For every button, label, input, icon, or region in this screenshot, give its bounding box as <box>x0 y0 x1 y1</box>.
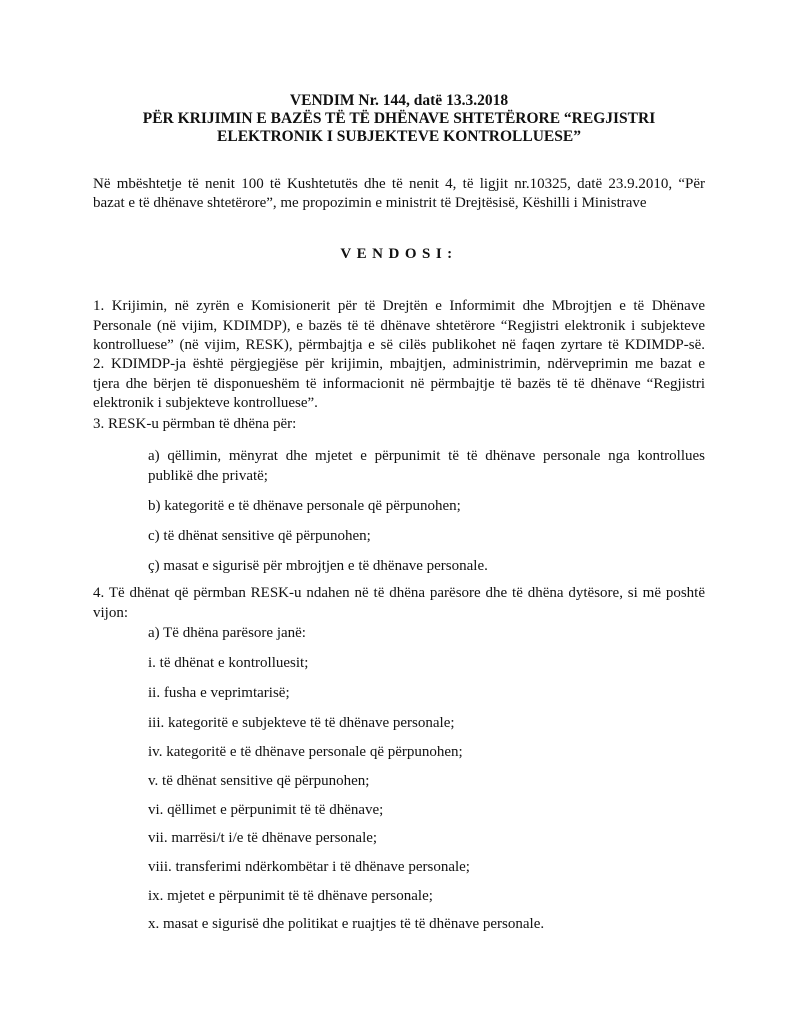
article-2 <box>93 355 705 414</box>
list-item-line: ç) masat e sigurisë për mbrojtjen e të dhënave personale. <box>148 558 488 574</box>
list-item-line: a) qëllimin, mënyrat dhe mjetet e përpunimit të të dhënave personale nga kontrollues <box>148 448 705 464</box>
article-line: 2. KDIMDP-ja është përgjegjëse për krijimin, mbajtjen, administrimin, ndërveprimin me bazat e <box>93 356 705 372</box>
title-subject-line-1: PËR KRIJIMIN E BAZËS TË TË DHËNAVE SHTETËRORE “REGJISTRI <box>142 110 656 127</box>
list-item <box>148 887 705 907</box>
article-3-item-a <box>148 447 705 486</box>
list-item-line: publikë dhe privatë; <box>148 467 268 484</box>
list-item-line: a) Të dhëna parësore janë: <box>148 625 306 641</box>
article-3-item-c <box>148 527 705 547</box>
title-subject-line-2: ELEKTRONIK I SUBJEKTEVE KONTROLLUESE” <box>217 128 581 145</box>
article-line: vijon: <box>93 604 129 621</box>
article-line: 3. RESK-u përmban të dhëna për: <box>93 416 297 432</box>
list-item-line: i. të dhënat e kontrolluesit; <box>148 655 309 671</box>
list-item <box>148 772 705 792</box>
list-item-line: vii. marrësi/t i/e të dhënave personale; <box>148 830 378 846</box>
title-decision-number: VENDIM Nr. 144, datë 13.3.2018 <box>289 92 509 109</box>
list-item <box>148 915 705 935</box>
article-3-intro <box>93 415 705 435</box>
article-4-sub-heading <box>148 624 705 644</box>
article-line: 1. Krijimin, në zyrën e Komisionerit për të Drejtën e Informimit dhe Mbrojtjen e të Dhënave <box>93 298 705 314</box>
list-item <box>148 743 705 763</box>
article-4 <box>93 584 705 623</box>
list-item-line: viii. transferimi ndërkombëtar i të dhënave personale; <box>148 859 470 875</box>
list-item-line: ii. fusha e veprimtarisë; <box>148 685 290 701</box>
article-1 <box>93 297 705 356</box>
article-line: 4. Të dhënat që përmban RESK-u ndahen në të dhëna parësore dhe të dhëna dytësore, si më poshtë <box>93 585 705 601</box>
article-line: tjera dhe bërjen të disponueshëm të informacionit në përmbajtje të bazës të të dhënave “Regjistri <box>93 375 705 392</box>
list-item-line: vi. qëllimet e përpunimit të të dhënave; <box>148 802 384 818</box>
preamble <box>93 175 705 213</box>
list-item-line: ix. mjetet e përpunimit të të dhënave personale; <box>148 888 433 904</box>
list-item <box>148 714 705 734</box>
list-item <box>148 829 705 849</box>
list-item-line: c) të dhënat sensitive që përpunohen; <box>148 528 371 544</box>
list-item-line: iv. kategoritë e të dhënave personale që përpunohen; <box>148 744 463 760</box>
document-title <box>93 92 705 146</box>
list-item-line: v. të dhënat sensitive që përpunohen; <box>148 773 370 789</box>
list-item-line: x. masat e sigurisë dhe politikat e ruajtjes të të dhënave personale. <box>148 916 545 932</box>
list-item <box>148 684 705 704</box>
list-item-line: iii. kategoritë e subjekteve të të dhënave personale; <box>148 715 455 731</box>
article-line: kontrolluese” (në vijim, RESK), përmbajtja e së cilës publikohet në faqen zyrtare të KDIMDP-së. <box>93 337 705 353</box>
preamble-line: bazat e të dhënave shtetërore”, me propozimin e ministrit të Drejtësisë, Këshilli i Ministrave <box>93 195 647 211</box>
article-3-item-b <box>148 497 705 517</box>
article-line: Personale (në vijim, KDIMDP), e bazës të të dhënave shtetërore “Regjistri elektronik i subjekteve <box>93 317 705 334</box>
list-item <box>148 801 705 821</box>
decision-heading: VENDOSI: <box>340 246 458 262</box>
preamble-line: Në mbështetje të nenit 100 të Kushtetutës dhe të nenit 4, të ligjit nr.10325, datë 23.9.2010, “Për <box>93 176 705 192</box>
article-line: elektronik i subjekteve kontrolluese”. <box>93 395 318 411</box>
article-3-item-cedilla <box>148 557 705 577</box>
list-item <box>148 858 705 878</box>
list-item-line: b) kategoritë e të dhënave personale që përpunohen; <box>148 498 461 514</box>
list-item <box>148 654 705 674</box>
